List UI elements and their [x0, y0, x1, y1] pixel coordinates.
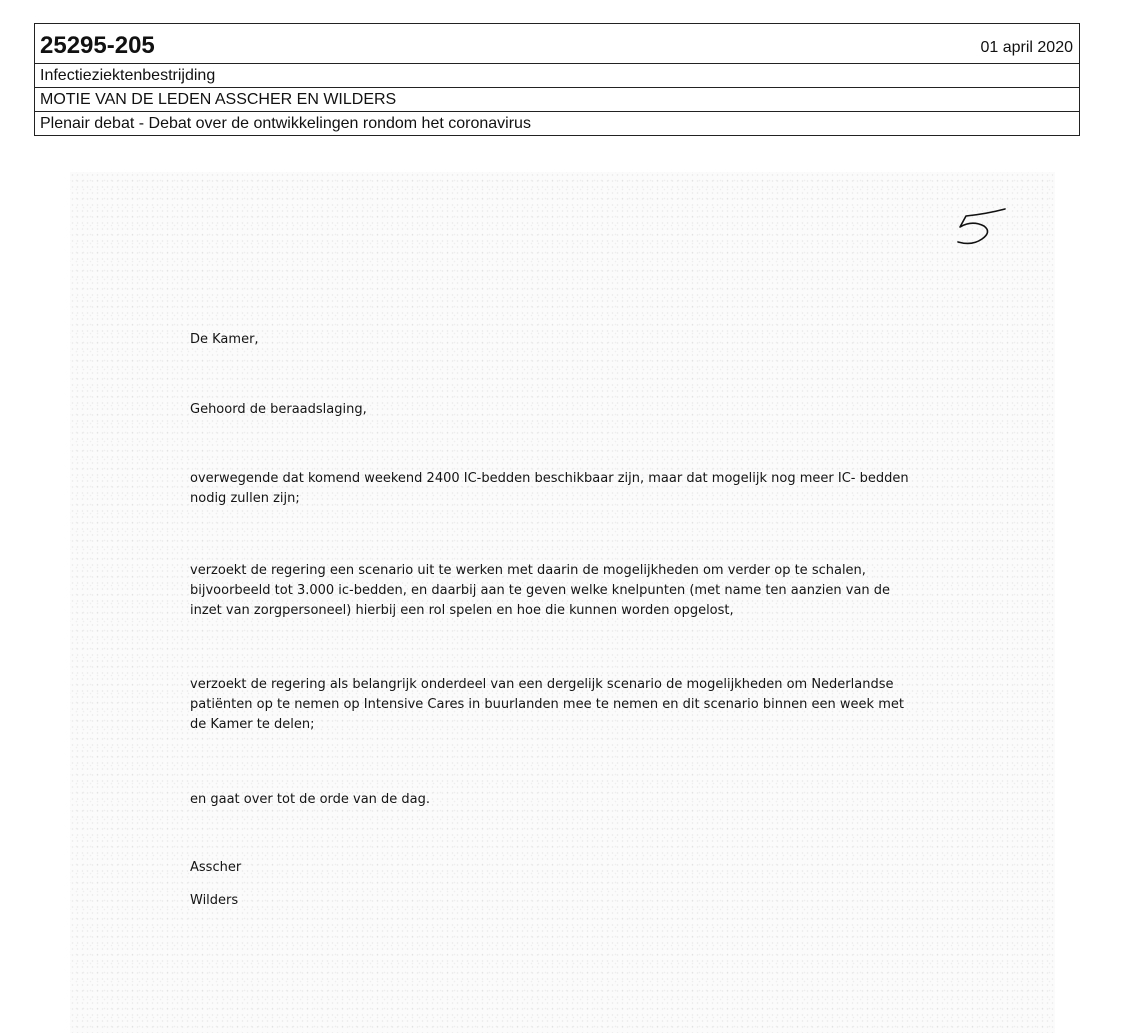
salutation: De Kamer,	[190, 332, 259, 347]
scanned-page	[70, 172, 1055, 1033]
handwritten-number-5	[948, 192, 1018, 262]
closing-line: en gaat over tot de orde van de dag.	[190, 792, 431, 807]
signatory: Asscher	[190, 860, 242, 875]
subject-row: Infectieziektenbestrijding	[35, 63, 1079, 87]
motion-title: MOTIE VAN DE LEDEN ASSCHER EN WILDERS	[35, 87, 1079, 111]
document-date: 01 april 2020	[980, 39, 1073, 56]
consideration-paragraph: overwegende dat komend weekend 2400 IC-bedden beschikbaar zijn, maar dat mogelijk nog meer IC- bedden nodig zullen zijn;	[190, 471, 909, 506]
intro-line: Gehoord de beraadslaging,	[190, 402, 367, 417]
document-number: 25295-205	[40, 32, 155, 59]
header-number-row	[35, 24, 1079, 63]
request-paragraph-2: verzoekt de regering als belangrijk onderdeel van een dergelijk scenario de mogelijkheden om Nederlandse patiënten op te nemen op Intensive Cares in buurlanden mee te nemen en dit scenario binnen een week met de Kamer te delen;	[190, 677, 904, 732]
signatory: Wilders	[190, 893, 239, 908]
motion-header	[34, 23, 1080, 136]
debate-title: Plenair debat - Debat over de ontwikkelingen rondom het coronavirus	[35, 111, 1079, 135]
request-paragraph-1: verzoekt de regering een scenario uit te werken met daarin de mogelijkheden om verder op te schalen, bijvoorbeeld tot 3.000 ic-bedden, en daarbij aan te geven welke knelpunten (met name ten aanzien van de inzet van zorgpersoneel) hierbij een rol spelen en hoe die kunnen worden opgelost,	[190, 563, 891, 618]
